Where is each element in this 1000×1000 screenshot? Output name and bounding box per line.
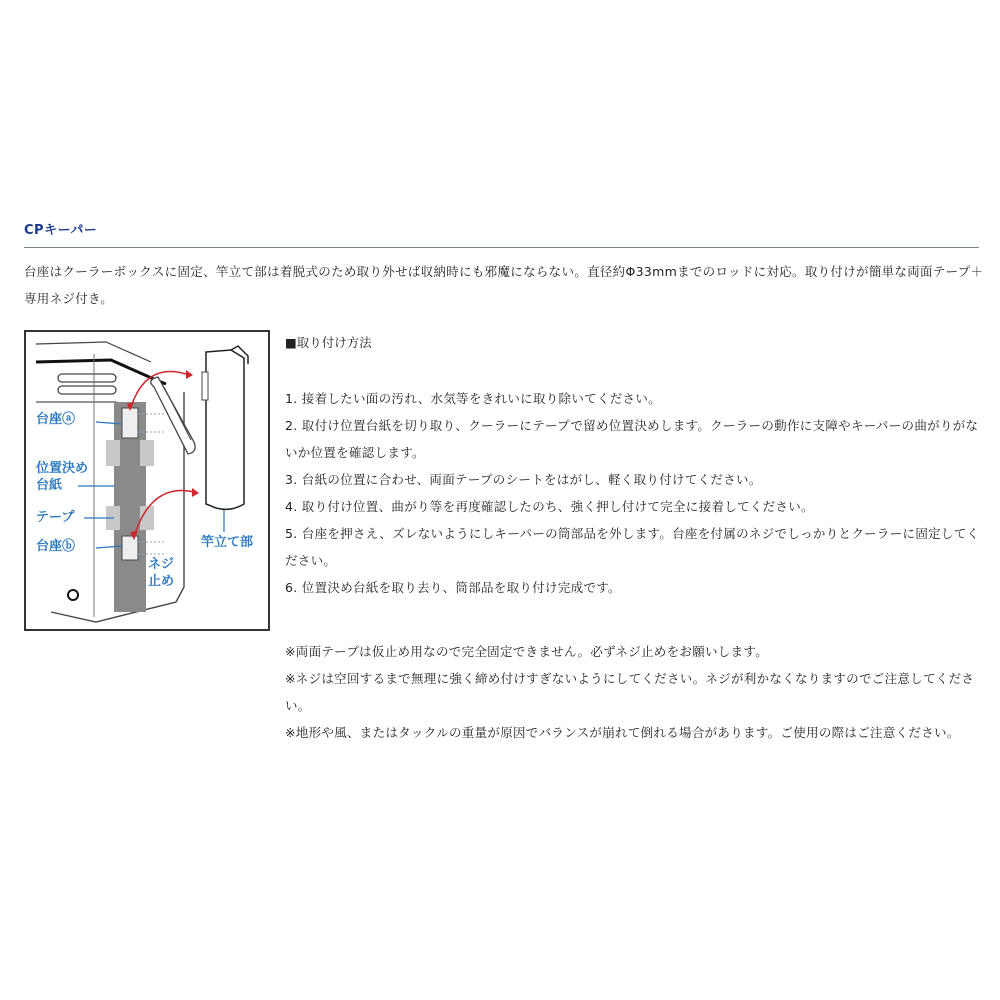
product-description: 台座はクーラーボックスに固定、竿立て部は着脱式のため取り外せば収納時にも邪魔にならない。直径約Φ33mmまでのロッドに対応。取り付けが簡単な両面テープ＋専用ネジ付き。	[24, 264, 984, 306]
instructions-heading: ■取り付け方法	[285, 335, 372, 350]
step-1: 1. 接着したい面の汚れ、水気等をきれいに取り除いてください。	[285, 391, 661, 406]
title-divider	[24, 247, 979, 248]
label-base-a: 台座ⓐ	[36, 412, 76, 427]
label-screw-2: 止め	[148, 574, 175, 589]
label-base-b: 台座ⓑ	[36, 539, 76, 554]
installation-illustration	[24, 330, 270, 631]
label-rod-holder: 竿立て部	[201, 535, 254, 550]
label-tape: テープ	[36, 510, 75, 525]
label-mount-sheet: 台紙	[36, 478, 63, 493]
step-4: 4. 取り付け位置、曲がり等を再度確認したのち、強く押し付けて完全に接着してください。	[285, 499, 814, 514]
step-5: 5. 台座を押さえ、ズレないようにしキーパーの筒部品を外します。台座を付属のネジでしっかりとクーラーに固定してください。	[285, 526, 980, 568]
label-screw-1: ネジ	[148, 557, 175, 572]
note-2: ※ネジは空回するまで無理に強く締め付けすぎないようにしてください。ネジが利かなくなりますのでご注意してください。	[285, 671, 975, 713]
step-6: 6. 位置決め台紙を取り去り、筒部品を取り付け完成です。	[285, 580, 621, 595]
step-2: 2. 取付け位置台紙を切り取り、クーラーにテープで留め位置決めします。クーラーの動作に支障やキーパーの曲がりがないか位置を確認します。	[285, 418, 979, 460]
note-3: ※地形や風、またはタックルの重量が原因でバランスが崩れて倒れる場合があります。ご使用の際はご注意ください。	[285, 725, 960, 740]
product-title: CPキーパー	[24, 223, 98, 238]
label-positioning: 位置決め	[36, 461, 89, 476]
caution-notes	[285, 638, 985, 746]
note-1: ※両面テープは仮止め用なので完全固定できません。必ずネジ止めをお願いします。	[285, 644, 768, 659]
instruction-steps	[285, 385, 985, 601]
step-3: 3. 台紙の位置に合わせ、両面テープのシートをはがし、軽く取り付けてください。	[285, 472, 762, 487]
